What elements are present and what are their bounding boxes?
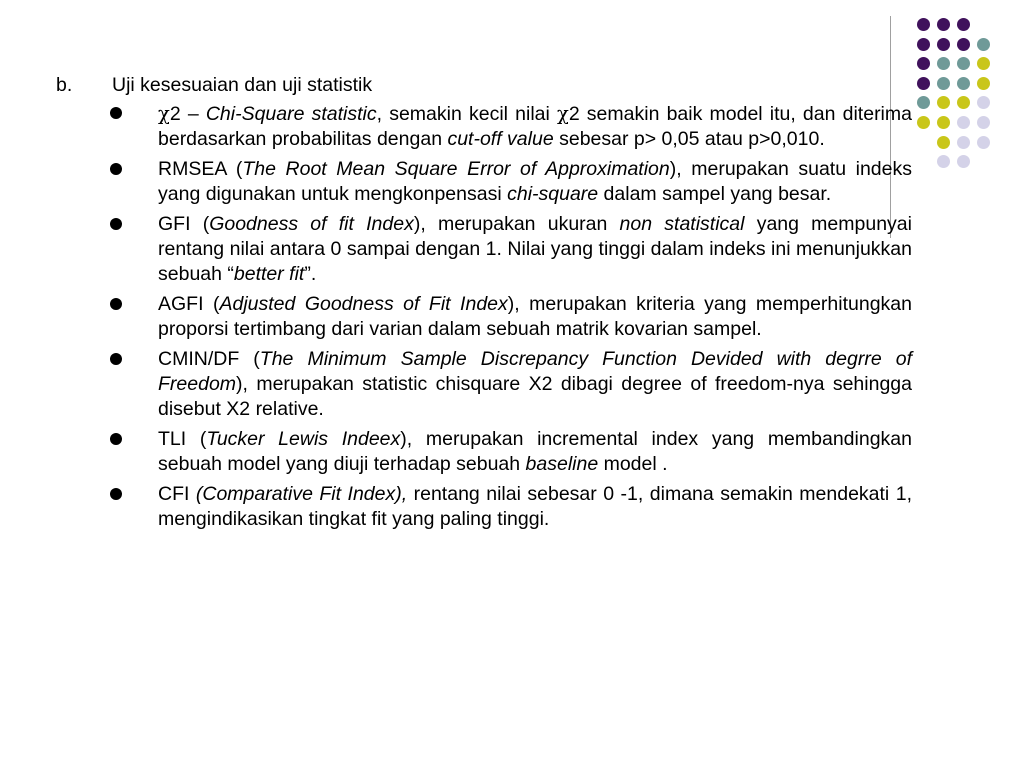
item-term: Adjusted Goodness of Fit Index bbox=[219, 293, 508, 315]
decorative-dot-lavender bbox=[937, 155, 950, 168]
item-text: sebesar p> 0,05 atau p>0,010. bbox=[553, 128, 825, 150]
heading-letter: b. bbox=[56, 74, 73, 96]
item-text: rentang nilai sebesar 0 -1, dimana semakin mendekati 1, mengindikasikan tingkat fit yang paling tinggi. bbox=[158, 483, 912, 530]
decorative-dot-teal bbox=[957, 77, 970, 90]
item-term: Goodness of fit Index bbox=[209, 213, 414, 235]
bullet-dot-icon bbox=[110, 218, 122, 230]
heading-text: Uji kesesuaian dan uji statistik bbox=[112, 74, 373, 96]
item-term: Tucker Lewis Indeex bbox=[206, 428, 401, 450]
decorative-dot-teal bbox=[937, 57, 950, 70]
item-term: non statistical bbox=[619, 213, 745, 235]
item-text: 2 semakin baik model itu, dan diterima berdasarkan probabilitas dengan bbox=[158, 103, 912, 150]
bullet-list bbox=[56, 101, 912, 532]
list-item-gfi bbox=[56, 212, 912, 287]
decorative-dot-yellow bbox=[937, 96, 950, 109]
item-text: ”. bbox=[304, 263, 317, 285]
list-item-cfi bbox=[56, 482, 912, 532]
section-heading bbox=[56, 73, 912, 98]
item-text: ), merupakan statistic chisquare X2 dibagi degree of freedom-nya sehingga disebut X2 relative. bbox=[158, 373, 912, 420]
item-term: (Comparative Fit Index), bbox=[195, 483, 408, 505]
decorative-dot-teal bbox=[977, 38, 990, 51]
decorative-dot-lavender bbox=[957, 136, 970, 149]
item-text: CFI bbox=[158, 483, 196, 505]
list-item-tli bbox=[56, 427, 912, 477]
item-term: chi-square bbox=[507, 183, 599, 205]
item-text: RMSEA ( bbox=[158, 158, 243, 180]
decorative-dot-lavender bbox=[977, 116, 990, 129]
item-text: ), merupakan ukuran bbox=[413, 213, 620, 235]
decorative-dot-yellow bbox=[957, 96, 970, 109]
item-text: CMIN/DF ( bbox=[158, 348, 260, 370]
list-item-cmin-df bbox=[56, 347, 912, 422]
decorative-dot-teal bbox=[917, 96, 930, 109]
item-text: yang mempunyai rentang nilai antara 0 sampai dengan 1. Nilai yang tinggi dalam indeks ini menunjukkan sebuah “ bbox=[158, 213, 912, 285]
item-text: GFI ( bbox=[158, 213, 210, 235]
decorative-dot-purple bbox=[917, 38, 930, 51]
decorative-dot-yellow bbox=[937, 116, 950, 129]
decorative-dot-purple bbox=[957, 18, 970, 31]
item-term: The Minimum Sample Discrepancy Function Devided with degrre of Freedom bbox=[158, 348, 912, 395]
item-term: Chi-Square statistic bbox=[205, 103, 377, 125]
decorative-dot-teal bbox=[957, 57, 970, 70]
decorative-dot-purple bbox=[917, 18, 930, 31]
bullet-dot-icon bbox=[110, 298, 122, 310]
decorative-dot-purple bbox=[937, 38, 950, 51]
decorative-dot-yellow bbox=[977, 57, 990, 70]
item-text: ), merupakan kriteria yang memperhitungkan proporsi tertimbang dari varian dalam sebuah matrik kovarian sampel. bbox=[158, 293, 912, 340]
decorative-dot-yellow bbox=[917, 116, 930, 129]
slide-content bbox=[56, 73, 912, 537]
item-text: dalam sampel yang besar. bbox=[598, 183, 832, 205]
item-text: TLI ( bbox=[158, 428, 207, 450]
item-text: ), merupakan incremental index yang membandingkan sebuah model yang diuji terhadap sebuah bbox=[158, 428, 912, 475]
bullet-dot-icon bbox=[110, 163, 122, 175]
decorative-dot-yellow bbox=[977, 77, 990, 90]
decorative-dot-purple bbox=[937, 18, 950, 31]
item-term: cut-off value bbox=[447, 128, 554, 150]
item-text: AGFI ( bbox=[158, 293, 220, 315]
item-text: ), merupakan suatu indeks yang digunakan untuk mengkonpensasi bbox=[158, 158, 913, 205]
list-item-agfi bbox=[56, 292, 912, 342]
decorative-dot-lavender bbox=[977, 136, 990, 149]
bullet-dot-icon bbox=[110, 107, 122, 119]
item-term: baseline bbox=[525, 453, 599, 475]
item-term: better fit bbox=[233, 263, 305, 285]
decorative-dot-purple bbox=[917, 77, 930, 90]
decorative-dot-lavender bbox=[977, 96, 990, 109]
list-item-rmsea bbox=[56, 157, 912, 207]
item-text: , semakin kecil nilai bbox=[376, 103, 557, 125]
bullet-dot-icon bbox=[110, 353, 122, 365]
chi-symbol: χ bbox=[556, 102, 569, 125]
chi-symbol: χ bbox=[158, 102, 170, 125]
decorative-dot-teal bbox=[937, 77, 950, 90]
decorative-dot-purple bbox=[957, 38, 970, 51]
decorative-dot-lavender bbox=[957, 155, 970, 168]
item-text: model . bbox=[598, 453, 668, 475]
decorative-dot-purple bbox=[917, 57, 930, 70]
list-item-chi-square bbox=[56, 101, 912, 152]
decorative-dot-lavender bbox=[957, 116, 970, 129]
bullet-dot-icon bbox=[110, 488, 122, 500]
decorative-dot-yellow bbox=[937, 136, 950, 149]
item-text: 2 – bbox=[169, 103, 206, 125]
bullet-dot-icon bbox=[110, 433, 122, 445]
item-term: The Root Mean Square Error of Approximation bbox=[242, 158, 670, 180]
